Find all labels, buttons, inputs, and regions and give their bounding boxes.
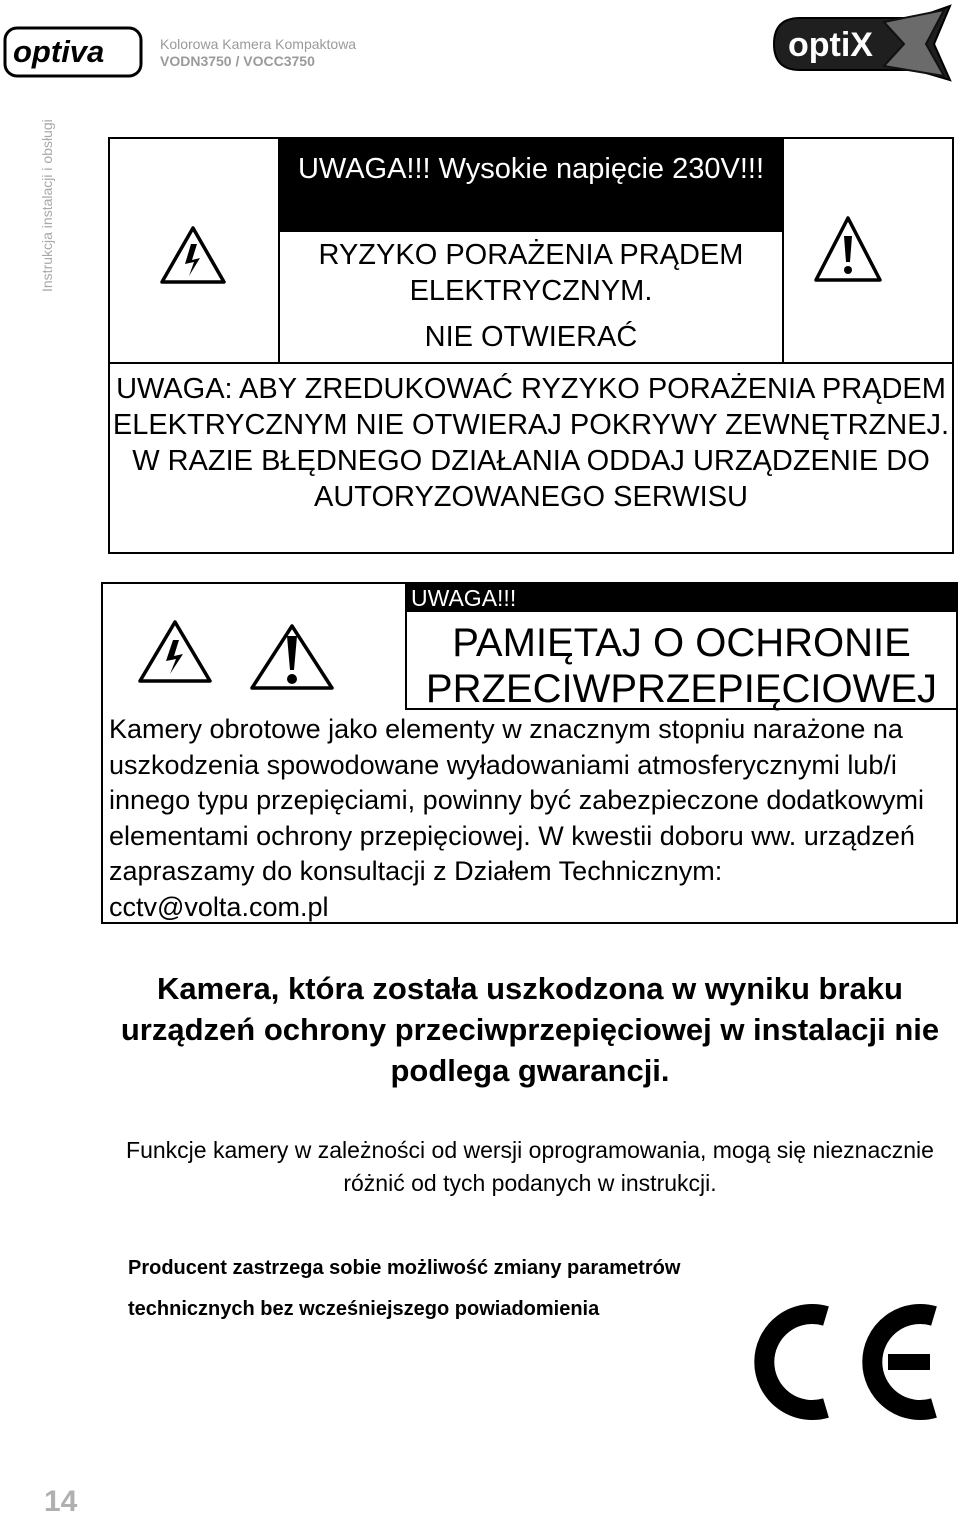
surge-body-text: Kamery obrotowe jako elementy w znacznym stopniu narażone na uszkodzenia spowodowane wyładowaniami atmosferycznymi lub/i innego typu przepięciami, powinny być zabezpieczone dodatkowymi elementami ochrony przepięciowej. W kwestii doboru ww. urządzeń zapraszamy do konsultacji z Działem Technicznym: cctv@volta.com.pl	[109, 714, 924, 922]
sidebar-label: Instrukcja instalacji i obsługi	[39, 119, 55, 292]
header-subtitle: Kolorowa Kamera Kompaktowa	[160, 36, 357, 52]
warning-title: UWAGA!!! Wysokie napięcie 230V!!!	[280, 139, 782, 232]
producer-notice	[128, 1248, 728, 1330]
header-model: VODN3750 / VOCC3750	[160, 53, 315, 69]
warning-icon-cell-right	[782, 139, 952, 364]
producer-notice-line1: Producent zastrzega sobie możliwość zmiany parametrów	[128, 1257, 681, 1279]
optix-logo-text: optiX	[788, 26, 873, 64]
warning-icon-cell-left	[110, 139, 280, 364]
page-number: 14	[44, 1485, 78, 1518]
optix-logo	[766, 4, 956, 82]
ce-mark-icon	[728, 1294, 946, 1430]
surge-heading-line2: PRZECIWPRZEPIĘCIOWEJ	[425, 667, 938, 711]
producer-notice-line2: technicznych bez wcześniejszego powiadomienia	[128, 1298, 600, 1320]
warning-shock-risk: RYZYKO PORAŻENIA PRĄDEM ELEKTRYCZNYM.	[318, 239, 744, 307]
high-voltage-warning-box	[108, 137, 954, 554]
high-voltage-warning-icon	[158, 224, 228, 287]
surge-icons-cell	[103, 584, 403, 710]
firmware-notice: Funkcje kamery w zależności od wersji oprogramowania, mogą się nieznacznie różnić od tych podanych w instrukcji.	[126, 1137, 934, 1196]
surge-heading-line1: PAMIĘTAJ O OCHRONIE	[452, 621, 911, 665]
warning-do-not-open: NIE OTWIERAĆ	[424, 321, 638, 353]
exclamation-warning-icon	[248, 622, 336, 692]
warranty-notice: Kamera, która została uszkodzona w wyniku braku urządzeń ochrony przeciwprzepięciowej w instalacji nie podlega gwarancji.	[120, 971, 940, 1088]
optiva-logo	[3, 26, 143, 78]
high-voltage-warning-icon	[136, 618, 214, 686]
optiva-logo-text: optiva	[13, 34, 105, 69]
surge-label: UWAGA!!!	[407, 584, 956, 612]
surge-heading-cell	[405, 584, 956, 710]
exclamation-warning-icon	[812, 214, 884, 286]
warning-text-cell	[280, 139, 782, 364]
warning-instructions: UWAGA: ABY ZREDUKOWAĆ RYZYKO PORAŻENIA PRĄDEM ELEKTRYCZNYM NIE OTWIERAJ POKRYWY ZEWNĘTRZNEJ. W RAZIE BŁĘDNEGO DZIAŁANIA ODDAJ URZĄDZENIE DO AUTORYZOWANEGO SERWISU	[112, 373, 950, 513]
surge-protection-box	[101, 582, 958, 924]
